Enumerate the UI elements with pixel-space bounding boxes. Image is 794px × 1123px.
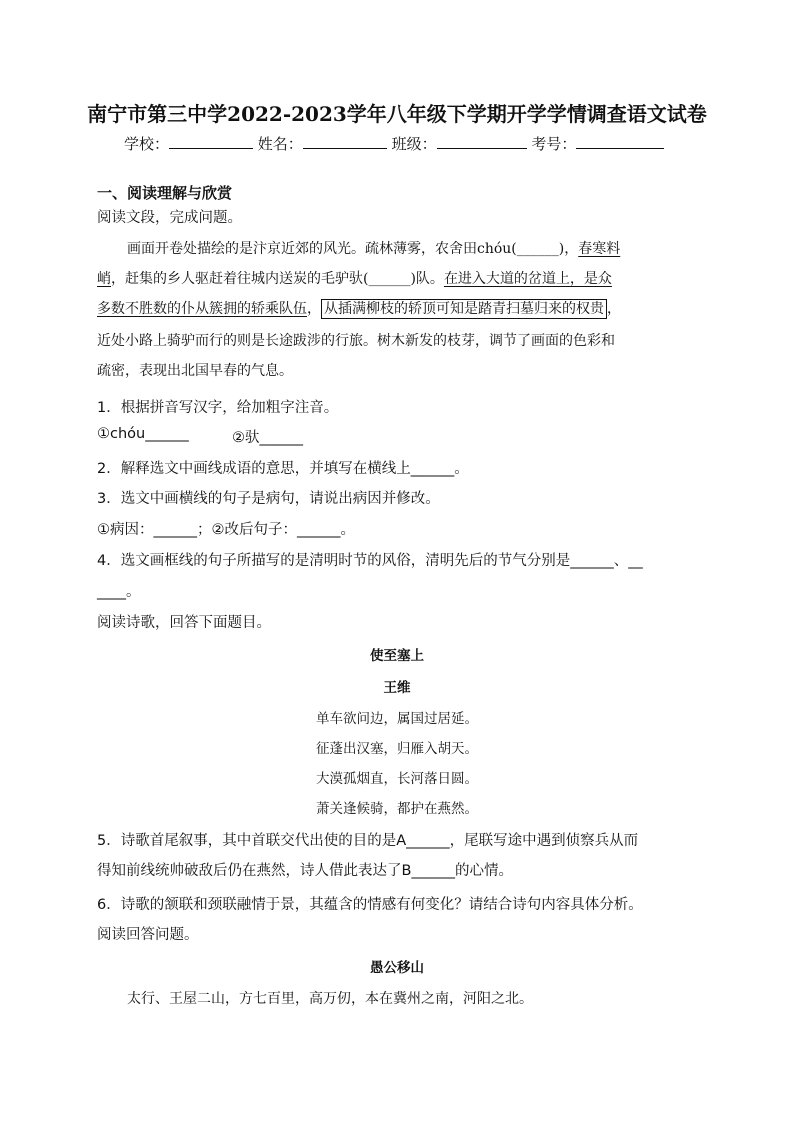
passage-line-5: 疏密，表现出北国早春的气息。 — [97, 363, 293, 379]
section-heading: 一、阅读理解与欣赏 — [97, 184, 233, 202]
question-5-line-2: 得知前线统帅破敌后仍在燕然，诗人借此表达了B______的心情。 — [97, 863, 513, 879]
school-blank[interactable] — [169, 133, 253, 149]
passage-line-4: 近处小路上骑驴而行的则是长途跋涉的行旅。树木新发的枝芽，调节了画面的色彩和 — [97, 333, 615, 349]
poem-title: 使至塞上 — [370, 648, 424, 664]
student-info-row — [124, 133, 664, 154]
section-3-instruction: 阅读回答问题。 — [97, 927, 199, 943]
essay-line-1: 太行、王屋二山，方七百里，高万仞，本在冀州之南，河阳之北。 — [127, 991, 533, 1007]
name-blank[interactable] — [303, 133, 387, 149]
school-label: 学校： — [124, 135, 170, 153]
page-title: 南宁市第三中学2022-2023学年八年级下学期开学学情调查语文试卷 — [87, 102, 707, 126]
number-label: 考号： — [531, 135, 577, 153]
passage-line-3: 多数不胜数的仆从簇拥的轿乘队伍， 从插满柳枝的轿顶可知是踏青扫墓归来的权贵 ， — [97, 301, 621, 317]
question-1-a: ①chóu______ — [97, 426, 189, 442]
poem-author: 王维 — [383, 680, 411, 696]
poem-instruction: 阅读诗歌，回答下面题目。 — [97, 615, 271, 631]
essay-title: 愚公移山 — [370, 960, 424, 976]
poem-line: 萧关逢候骑，都护在燕然。 — [316, 801, 478, 817]
class-label: 班级： — [391, 135, 437, 153]
poem-line: 单车欲问边，属国过居延。 — [316, 711, 478, 727]
question-5-line-1: 5．诗歌首尾叙事，其中首联交代出使的目的是A______，尾联写途中遇到侦察兵从而 — [97, 833, 639, 849]
poem-line: 大漠孤烟直，长河落日圆。 — [316, 771, 478, 787]
question-1: 1．根据拼音写汉字，给加粗字注音。 — [97, 400, 339, 416]
passage-line-2: 峭，赶集的乡人驱赶着往城内送炭的毛驴驮(______)队。在进入大道的岔道上，是众 — [97, 271, 612, 287]
underlined-idiom: 春寒料 — [578, 241, 621, 257]
question-3: 3．选文中画横线的句子是病句，请说出病因并修改。 — [97, 491, 440, 507]
question-4-line-1: 4．选文画框线的句子所描写的是清明时节的风俗，清明先后的节气分别是______、__ — [97, 553, 643, 569]
question-6: 6．诗歌的颔联和颈联融情于景，其蕴含的情感有何变化？请结合诗句内容具体分析。 — [97, 897, 643, 913]
underlined-sentence: 在进入大道的岔道上，是众 — [443, 271, 612, 287]
question-3-answer: ①病因：______；②改后句子：______。 — [97, 522, 355, 538]
question-1-b: ②驮______ — [232, 430, 303, 446]
section-instruction: 阅读文段，完成问题。 — [97, 210, 242, 226]
number-blank[interactable] — [576, 133, 664, 149]
poem-line: 征蓬出汉塞，归雁入胡天。 — [316, 741, 478, 757]
question-4-line-2: ____。 — [97, 584, 141, 600]
boxed-sentence: 从插满柳枝的轿顶可知是踏青扫墓归来的权贵 — [321, 299, 607, 319]
name-label: 姓名： — [257, 135, 303, 153]
passage-line-1: 画面开卷处描绘的是汴京近郊的风光。疏林薄雾，农舍田chóu(______)，春寒料 — [127, 241, 621, 257]
question-2: 2．解释选文中画线成语的意思，并填写在横线上______。 — [97, 461, 469, 477]
class-blank[interactable] — [437, 133, 527, 149]
